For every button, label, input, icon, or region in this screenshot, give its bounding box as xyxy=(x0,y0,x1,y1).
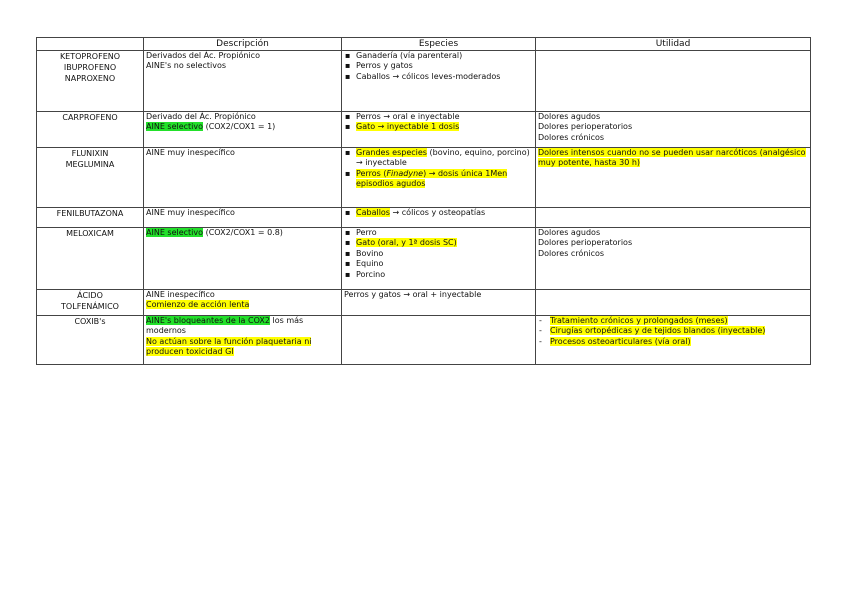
especies-cell xyxy=(342,316,536,365)
utilidad-cell xyxy=(536,228,811,290)
descripcion-line xyxy=(146,316,339,337)
highlight-yellow: Tratamiento crónicos y prolongados (meses) xyxy=(550,316,728,325)
highlight-green: AINE's bloqueantes de la COX2 xyxy=(146,316,270,325)
drug-name: KETOPROFENO xyxy=(59,52,121,61)
descripcion-cell xyxy=(144,316,342,365)
especies-text: Perros y gatos → oral + inyectable xyxy=(344,290,482,299)
especies-cell xyxy=(342,290,536,316)
highlight-green: AINE selectivo xyxy=(146,122,204,132)
highlight-yellow: Gato → inyectable 1 dosis xyxy=(356,122,460,132)
drug-name-cell xyxy=(37,112,144,148)
table-row xyxy=(37,148,811,208)
utilidad-text: Dolores agudos xyxy=(538,228,601,237)
descripcion-text: Derivados del Ác. Propiónico xyxy=(146,51,260,60)
utilidad-cell xyxy=(536,290,811,316)
highlight-yellow: No actúan sobre la función plaquetaria ni producen toxicidad GI xyxy=(146,336,312,357)
especies-item: ▪ Bovino xyxy=(344,249,533,259)
especies-cell xyxy=(342,51,536,112)
brand-name: Finadyne xyxy=(386,168,424,178)
drug-name: MELOXICAM xyxy=(66,229,114,238)
especies-text: (bovino, equino, porcino) → inyectable xyxy=(356,148,530,168)
highlight-yellow: Comienzo de acción lenta xyxy=(146,300,250,310)
highlight-yellow: Caballos xyxy=(356,208,390,217)
table-row xyxy=(37,316,811,365)
table-row xyxy=(37,228,811,290)
especies-text: ) → dosis única 1Men episodios agudos xyxy=(356,168,508,189)
drug-name: COXIB's xyxy=(74,317,106,326)
descripcion-text: AINE inespecífico xyxy=(146,290,215,299)
descripcion-cell xyxy=(144,148,342,208)
highlight-yellow xyxy=(356,169,507,188)
table-row xyxy=(37,208,811,228)
highlight-yellow: Grandes especies xyxy=(356,148,427,157)
utilidad-text: Dolores perioperatorios xyxy=(538,238,633,248)
especies-item: ▪ Equino xyxy=(344,259,533,269)
especies-item: ▪ Perros → oral e inyectable xyxy=(344,112,533,122)
descripcion-text: AINE's no selectivos xyxy=(146,61,227,71)
especies-item: ▪ Caballos → cólicos leves-moderados xyxy=(344,72,533,82)
utilidad-cell xyxy=(536,148,811,208)
table-row xyxy=(37,290,811,316)
descripcion-text: los más modernos xyxy=(146,316,304,336)
drug-name-cell xyxy=(37,316,144,365)
especies-item: ▪ Ganadería (vía parenteral) xyxy=(344,51,533,61)
descripcion-text: Derivado del Ác. Propiónico xyxy=(146,112,256,121)
especies-cell xyxy=(342,228,536,290)
utilidad-text: Dolores agudos xyxy=(538,112,601,121)
descripcion-line xyxy=(146,228,339,238)
descripcion-text: (COX2/COX1 = 1) xyxy=(203,122,276,132)
highlight-yellow: Cirugías ortopédicas y de tejidos blandos (inyectable) xyxy=(550,326,766,336)
utilidad-cell xyxy=(536,316,811,365)
utilidad-text: Dolores crónicos xyxy=(538,248,605,258)
drug-name-cell xyxy=(37,148,144,208)
descripcion-text: AINE muy inespecífico xyxy=(146,208,235,217)
highlight-yellow: Dolores intensos cuando no se pueden usar narcóticos (analgésico muy potente, hasta 30 h) xyxy=(538,148,806,168)
especies-item xyxy=(344,238,533,248)
drug-name: CARPROFENO xyxy=(62,113,118,122)
especies-item xyxy=(344,122,533,132)
especies-item xyxy=(344,169,533,190)
header-descripcion: Descripción xyxy=(144,38,342,51)
descripcion-line xyxy=(146,300,339,310)
header-row xyxy=(37,38,811,51)
aine-table xyxy=(36,37,811,365)
utilidad-cell xyxy=(536,208,811,228)
especies-cell xyxy=(342,112,536,148)
especies-item xyxy=(344,148,533,169)
descripcion-text: (COX2/COX1 = 0.8) xyxy=(203,228,283,237)
table-row xyxy=(37,51,811,112)
utilidad-item xyxy=(538,337,808,347)
header-especies: Especies xyxy=(342,38,536,51)
descripcion-cell xyxy=(144,290,342,316)
drug-name: TOLFENÁMICO xyxy=(61,302,119,311)
drug-name-cell xyxy=(37,228,144,290)
table-row xyxy=(37,112,811,148)
highlight-yellow: Gato (oral, y 1ª dosis SC) xyxy=(356,238,457,248)
descripcion-cell xyxy=(144,112,342,148)
utilidad-item xyxy=(538,316,808,326)
especies-item: ▪ Perros y gatos xyxy=(344,61,533,71)
especies-item xyxy=(344,208,533,218)
drug-name: NAPROXENO xyxy=(64,74,116,83)
drug-name: MEGLUMINA xyxy=(65,160,115,169)
utilidad-text: Dolores perioperatorios xyxy=(538,122,633,132)
especies-text: Perros ( xyxy=(356,168,387,178)
especies-item: ▪ Porcino xyxy=(344,270,533,280)
especies-cell xyxy=(342,208,536,228)
descripcion-cell xyxy=(144,228,342,290)
drug-name-cell xyxy=(37,208,144,228)
drug-name: IBUPROFENO xyxy=(63,63,117,72)
especies-cell xyxy=(342,148,536,208)
descripcion-cell xyxy=(144,208,342,228)
descripcion-cell xyxy=(144,51,342,112)
drug-name: FENILBUTAZONA xyxy=(56,209,124,218)
drug-name: ÁCIDO xyxy=(77,291,103,300)
drug-name-cell xyxy=(37,290,144,316)
especies-item: ▪ Perro xyxy=(344,228,533,238)
utilidad-text: Dolores crónicos xyxy=(538,132,605,142)
drug-name: FLUNIXIN xyxy=(71,149,109,158)
utilidad-cell xyxy=(536,51,811,112)
highlight-green: AINE selectivo xyxy=(146,228,204,237)
highlight-yellow: Procesos osteoarticulares (vía oral) xyxy=(550,336,691,346)
utilidad-item xyxy=(538,326,808,336)
utilidad-cell xyxy=(536,112,811,148)
header-drug xyxy=(37,38,144,51)
descripcion-line xyxy=(146,122,339,132)
descripcion-line xyxy=(146,337,339,358)
especies-text: → cólicos y osteopatías xyxy=(389,208,486,217)
drug-name-cell xyxy=(37,51,144,112)
descripcion-text: AINE muy inespecífico xyxy=(146,148,235,157)
header-utilidad: Utilidad xyxy=(536,38,811,51)
